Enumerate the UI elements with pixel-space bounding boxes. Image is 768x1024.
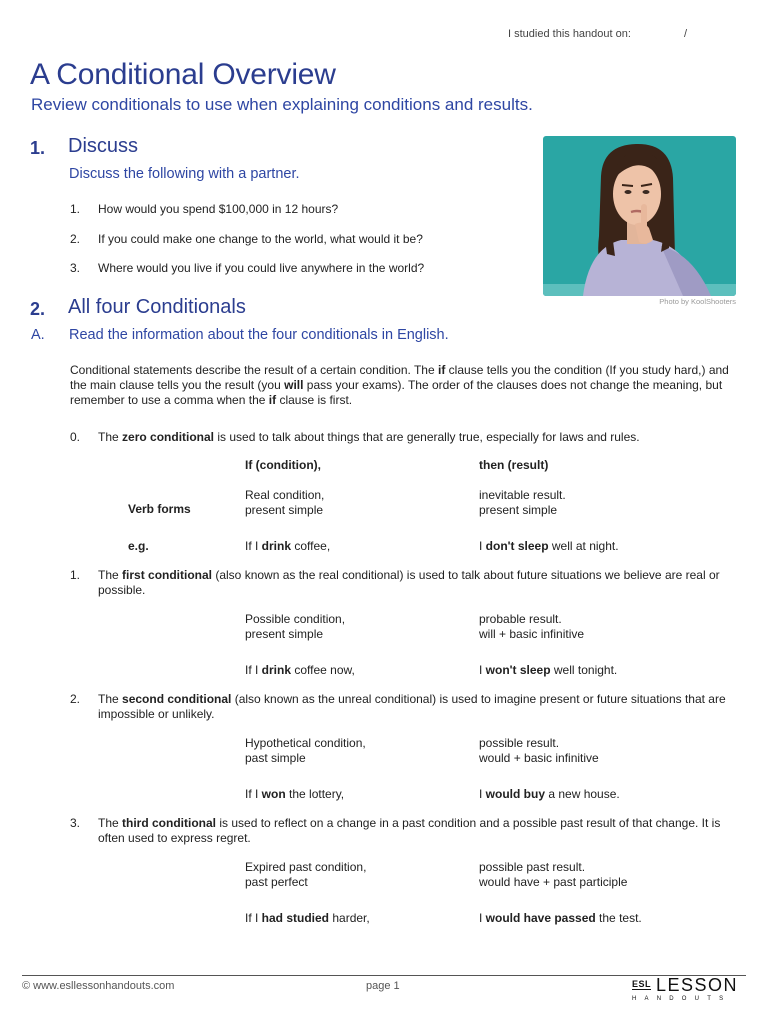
zero-number: 0. <box>70 430 81 444</box>
second-example-result: I would buy a new house. <box>479 787 620 801</box>
second-result-form: possible result. would + basic infinitive <box>479 736 599 765</box>
third-number: 3. <box>70 816 81 830</box>
question-2-text: If you could make one change to the world, what would it be? <box>98 232 423 246</box>
question-2-number: 2. <box>70 232 81 246</box>
thinking-woman-photo <box>543 136 736 296</box>
logo-handouts: HANDOUTS <box>632 996 732 1002</box>
zero-example-result: I don't sleep well at night. <box>479 539 619 553</box>
zero-condition-form: Real condition, present simple <box>245 488 325 517</box>
section1-title: Discuss <box>68 135 139 157</box>
page-title: A Conditional Overview <box>30 58 336 91</box>
section2-number: 2. <box>30 299 46 319</box>
photo-illustration <box>543 136 736 296</box>
second-number: 2. <box>70 692 81 706</box>
question-1-text: How would you spend $100,000 in 12 hours? <box>98 202 339 216</box>
question-3-number: 3. <box>70 261 81 275</box>
section1-number: 1. <box>30 138 46 158</box>
second-condition-form: Hypothetical condition, past simple <box>245 736 366 765</box>
third-result-form: possible past result. would have + past participle <box>479 860 628 889</box>
intro-paragraph: Conditional statements describe the result of a certain condition. The if clause tells you the condition (If you study hard,) and the main clause tells you the result (you will pass your exams). The order of the clauses does not change the meaning, but remember to use a comma when the if clause is first. <box>70 363 729 407</box>
question-3-text: Where would you live if you could live anywhere in the world? <box>98 261 425 275</box>
eg-label: e.g. <box>128 539 149 553</box>
esl-lesson-handouts-logo <box>632 975 746 1005</box>
photo-credit: Photo by KoolShooters <box>659 297 736 306</box>
first-description: The first conditional (also known as the real conditional) is used to talk about future situations we believe are real or possible. <box>98 568 720 597</box>
third-example-if: If I had studied harder, <box>245 911 370 925</box>
header-if-condition: If (condition), <box>245 458 321 472</box>
section2-instruction: Read the information about the four conditionals in English. <box>69 327 449 343</box>
second-description: The second conditional (also known as the unreal conditional) is used to imagine present or future situations that are impossible or unlikely. <box>98 692 726 721</box>
second-example-if: If I won the lottery, <box>245 787 345 801</box>
third-condition-form: Expired past condition, past perfect <box>245 860 367 889</box>
footer-website-link[interactable]: © www.esllessonhandouts.com <box>22 980 175 992</box>
section1-instruction: Discuss the following with a partner. <box>69 166 300 182</box>
logo-lesson: LESSON <box>656 975 739 995</box>
first-example-result: I won't sleep well tonight. <box>479 663 618 677</box>
studied-label: I studied this handout on: <box>508 28 631 40</box>
third-example-result: I would have passed the test. <box>479 911 642 925</box>
verb-forms-label: Verb forms <box>128 502 191 516</box>
zero-example-if: If I drink coffee, <box>245 539 331 553</box>
section2-title: All four Conditionals <box>68 296 246 318</box>
date-slash: / <box>684 28 688 40</box>
question-1-number: 1. <box>70 202 81 216</box>
first-example-if: If I drink coffee now, <box>245 663 355 677</box>
header-then-result: then (result) <box>479 458 549 472</box>
studied-date-line <box>508 28 688 40</box>
section2-sub-letter: A. <box>31 327 45 343</box>
first-condition-form: Possible condition, present simple <box>245 612 346 641</box>
first-number: 1. <box>70 568 81 582</box>
zero-result-form: inevitable result. present simple <box>479 488 566 517</box>
page-subtitle: Review conditionals to use when explaining conditions and results. <box>31 95 533 114</box>
footer-page-number: page 1 <box>366 980 400 992</box>
zero-description: The zero conditional is used to talk about things that are generally true, especially for laws and rules. <box>98 430 640 444</box>
logo-esl: ESL <box>632 979 652 989</box>
third-description: The third conditional is used to reflect on a change in a past condition and a possible past result of that change. It is often used to express regret. <box>98 816 721 845</box>
first-result-form: probable result. will + basic infinitive <box>479 612 585 641</box>
